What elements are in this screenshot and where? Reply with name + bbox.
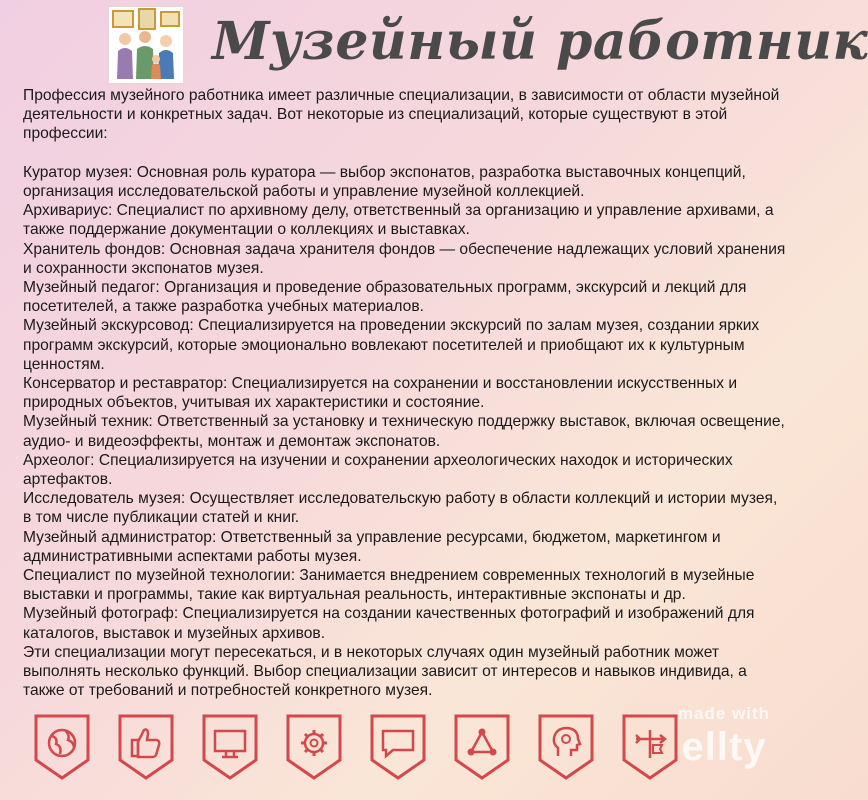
watermark-brand: ellty	[681, 725, 767, 769]
specialization-item: Музейный техник: Ответственный за установку и техническую поддержку выставок, включая освещение, аудио- и видеоэффекты, монтаж и демонтаж экспонатов.	[23, 413, 785, 450]
icon-row	[32, 712, 652, 788]
specialization-item: Музейный фотограф: Специализируется на создании качественных фотографий и изображений для каталогов, выставок и музейных архивов.	[23, 605, 755, 642]
intro-paragraph: Профессия музейного работника имеет различные специализации, в зависимости от области музейной деятельности и конкретных задач. Вот некоторые из специализаций, которые существуют в этой профессии:	[23, 87, 780, 143]
person-head-icon	[536, 712, 596, 782]
watermark-made-with: made with	[677, 704, 771, 723]
speech-bubble-icon	[368, 712, 428, 782]
specialization-item: Архивариус: Специалист по архивному делу, ответственный за организацию и управление архивами, а также поддержание документации о коллекциях и выставках.	[23, 202, 774, 239]
specialization-item: Хранитель фондов: Основная задача хранителя фондов — обеспечение надлежащих условий хранения и сохранности экспонатов музея.	[23, 240, 786, 277]
specialization-item: Музейный администратор: Ответственный за управление ресурсами, бюджетом, маркетингом и административными аспектами работы музея.	[23, 528, 721, 565]
specialization-item: Исследователь музея: Осуществляет исследовательскую работу в области коллекций и истории музея, в том числе публикации статей и книг.	[23, 490, 778, 527]
specialization-item: Музейный педагог: Организация и проведение образовательных программ, экскурсий и лекций для посетителей, а также разработка учебных материалов.	[23, 279, 747, 316]
network-icon	[452, 712, 512, 782]
gear-icon	[284, 712, 344, 782]
article-body	[23, 86, 787, 706]
specialization-item: Специалист по музейной технологии: Занимается внедрением современных технологий в музейные выставки и программы, такие как виртуальная реальность, интерактивные экспонаты и др.	[23, 567, 755, 604]
specialization-item: Археолог: Специализируется на изучении и сохранении археологических находок и исторических артефактов.	[23, 451, 733, 489]
thumbs-up-icon	[116, 712, 176, 782]
monitor-icon	[200, 712, 260, 782]
specialization-item: Музейный экскурсовод: Специализируется на проведении экскурсий по залам музея, создании ярких программ экскурсий, которые эмоционально вовлекают посетителей и приобщают их к культурным ценностям.	[23, 317, 760, 373]
page-title: Музейный работник	[212, 11, 868, 72]
conclusion-paragraph: Эти специализации могут пересекаться, и в некоторых случаях один музейный работник может выполнять несколько функций. Выбор специализации зависит от интересов и навыков индивида, а также от требований и потребностей конкретного музея.	[23, 643, 747, 700]
header	[0, 0, 868, 86]
museum-visitors-drawing	[109, 7, 183, 83]
ellty-watermark	[664, 704, 784, 784]
museum-visitors-illustration	[108, 6, 184, 84]
specialization-item: Консерватор и реставратор: Специализируется на сохранении и восстановлении искусственных и природных объектов, учитывая их характеристики и состояние.	[23, 375, 738, 412]
globe-icon	[32, 712, 92, 782]
specialization-item: Куратор музея: Основная роль куратора — выбор экспонатов, разработка выставочных концепций, организация исследовательской работы и управление музейной коллекцией.	[23, 163, 746, 200]
